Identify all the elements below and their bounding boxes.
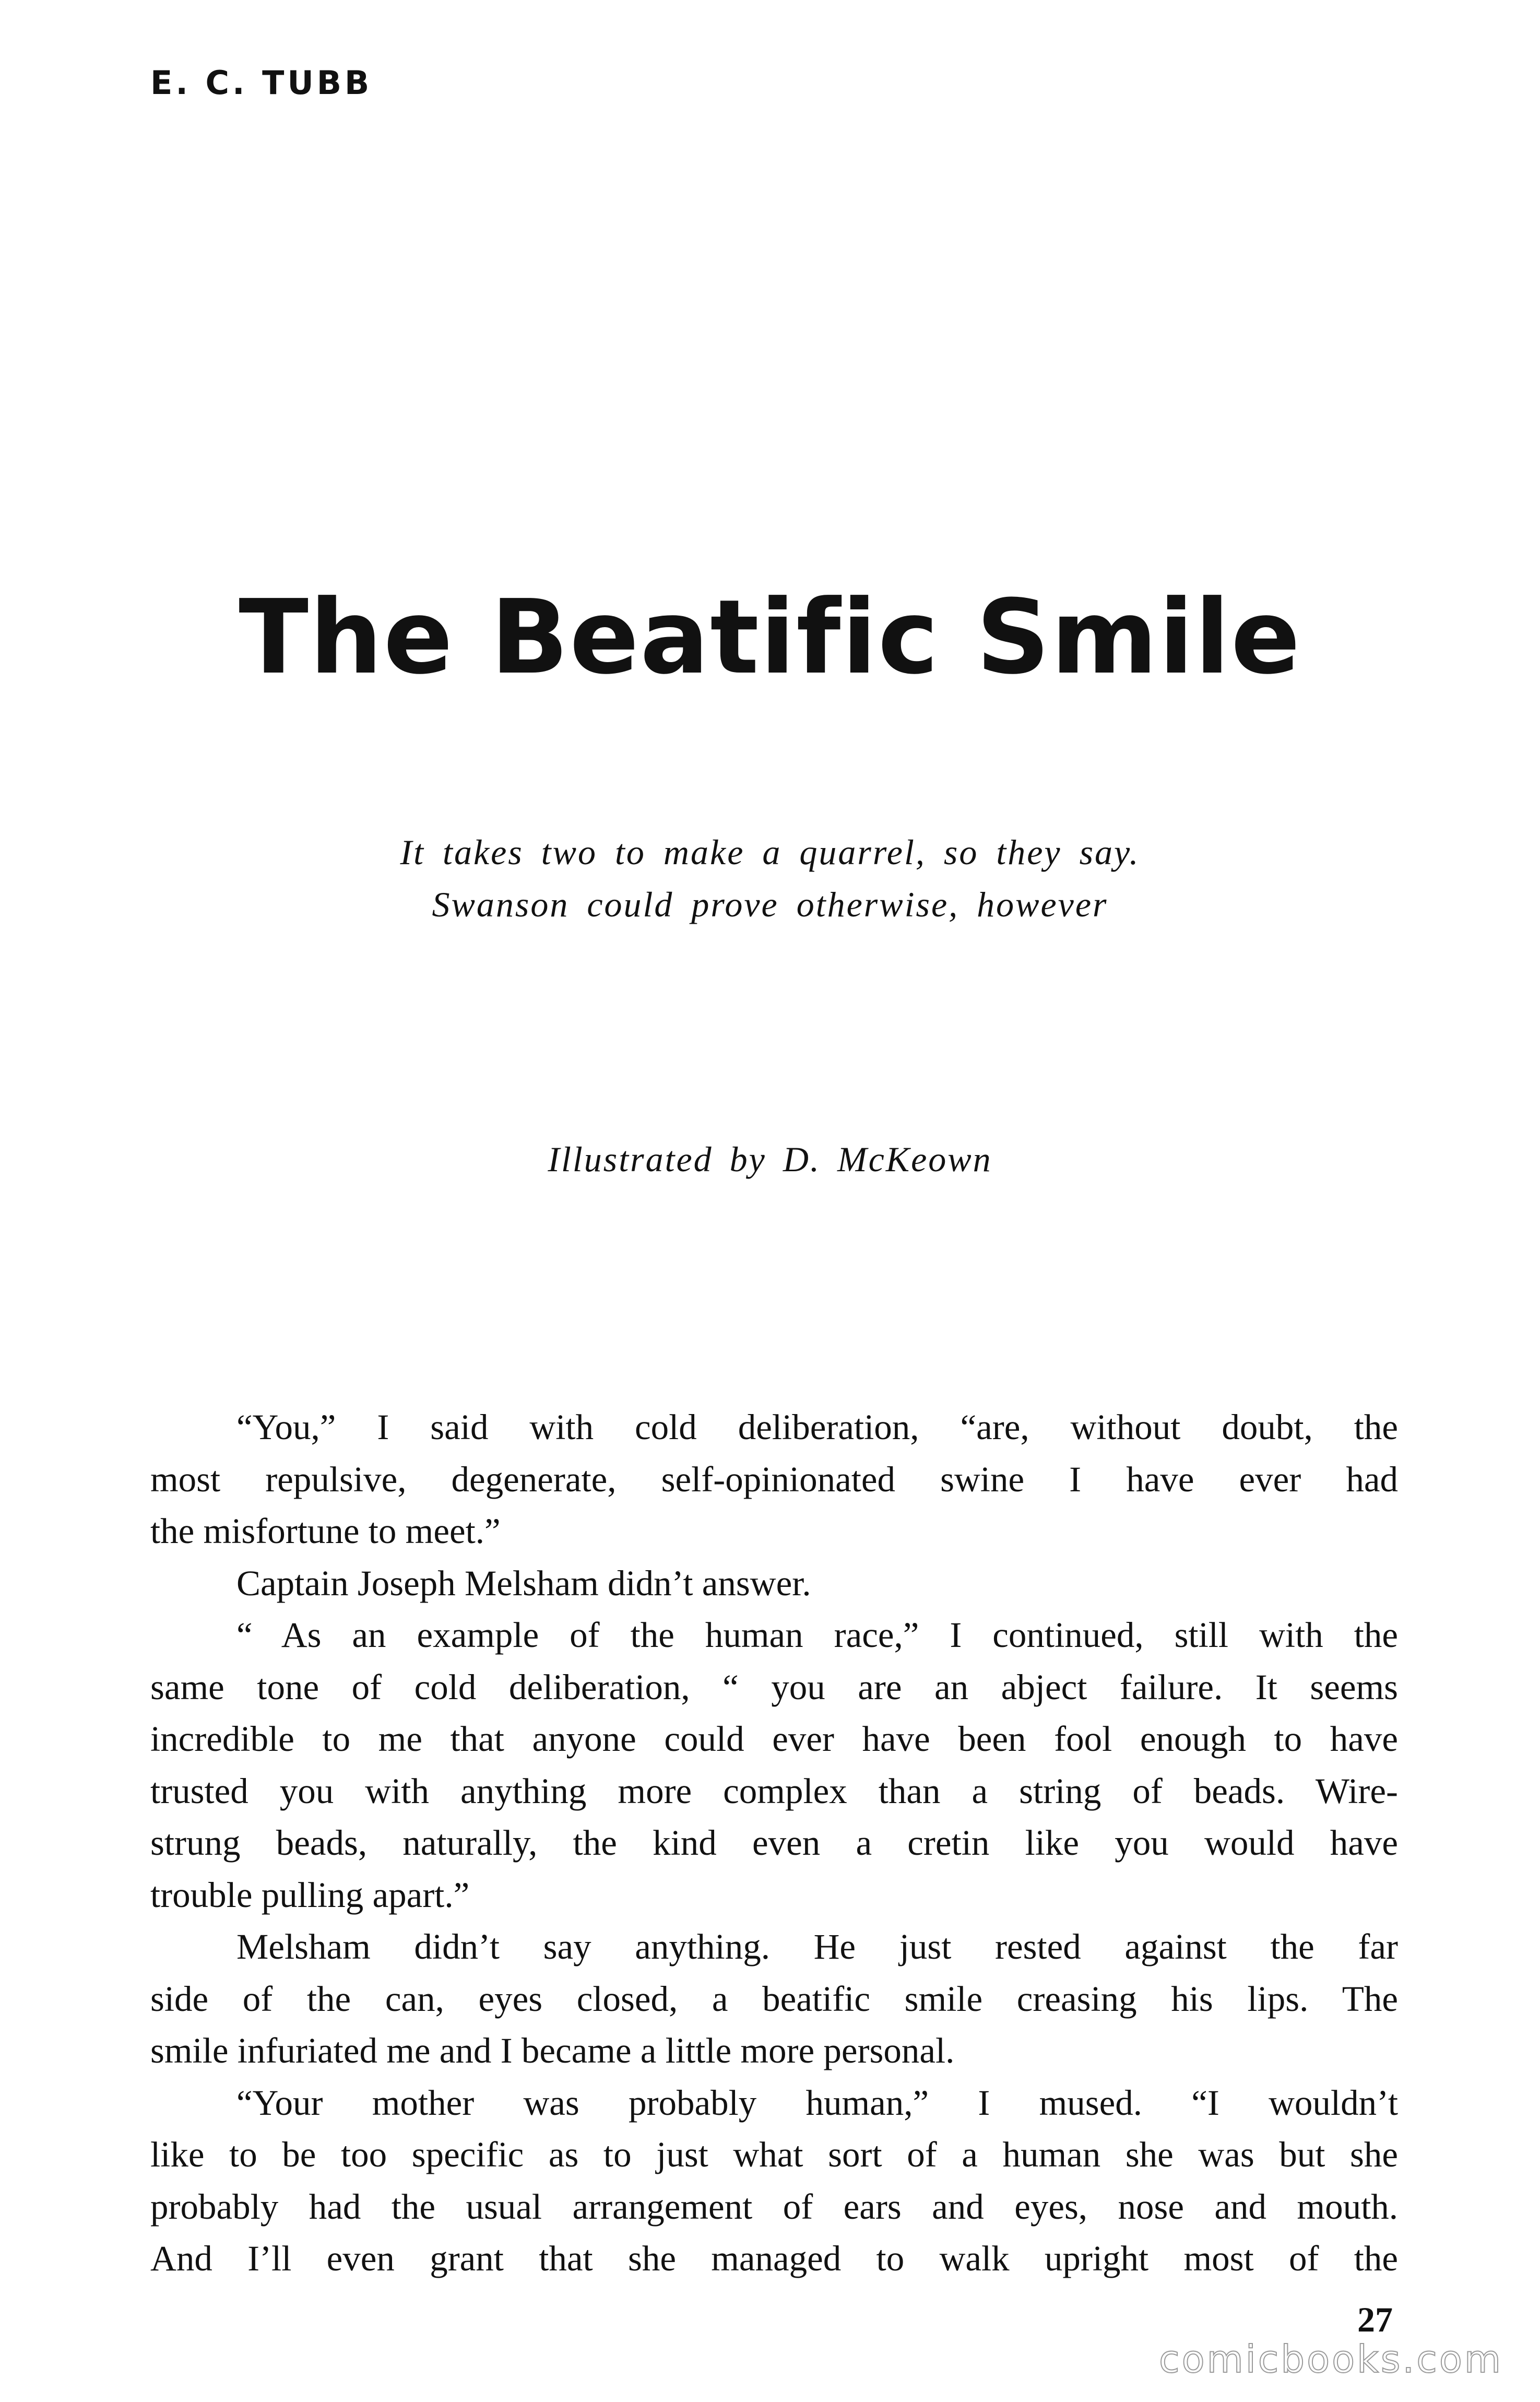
text-line: side of the can, eyes closed, a beatific smile creasing his lips. The — [150, 1979, 1398, 2019]
text-line: most repulsive, degenerate, self-opinionated swine I have ever had — [150, 1459, 1398, 1499]
text-line: And I’ll even grant that she managed to walk upright most of the — [150, 2239, 1398, 2278]
text-line: the misfortune to meet.” — [150, 1511, 501, 1551]
illustrator-credit: Illustrated by D. McKeown — [548, 1139, 992, 1179]
text-line: trouble pulling apart.” — [150, 1875, 470, 1915]
watermark-logo: comicbooks.com — [1159, 2337, 1503, 2381]
text-line: “ As an example of the human race,” I continued, still with the — [236, 1615, 1398, 1655]
story-blurb — [0, 826, 1540, 931]
story-body — [150, 1402, 1398, 2285]
page-number: 27 — [1357, 2300, 1393, 2339]
text-line: same tone of cold deliberation, “ you are an abject failure. It seems — [150, 1667, 1398, 1707]
text-line: strung beads, naturally, the kind even a cretin like you would have — [150, 1823, 1398, 1863]
text-line: Captain Joseph Melsham didn’t answer. — [236, 1563, 811, 1603]
text-line: “Your mother was probably human,” I mused. “I wouldn’t — [236, 2082, 1398, 2123]
blurb-line: Swanson could prove otherwise, however — [432, 885, 1108, 924]
text-line: like to be too specific as to just what sort of a human she was but she — [150, 2135, 1398, 2174]
blurb-line: It takes two to make a quarrel, so they say. — [400, 832, 1140, 872]
text-line: Melsham didn’t say anything. He just rested against the far — [236, 1927, 1398, 1967]
text-line: probably had the usual arrangement of ears and eyes, nose and mouth. — [150, 2186, 1398, 2227]
text-line: “You,” I said with cold deliberation, “are, without doubt, the — [236, 1407, 1398, 1447]
story-title: The Beatific Smile — [239, 578, 1301, 698]
author-name: E. C. TUBB — [150, 64, 373, 102]
text-line: trusted you with anything more complex than a string of beads. Wire- — [150, 1771, 1398, 1811]
text-line: smile infuriated me and I became a little more personal. — [150, 2031, 955, 2070]
text-line: incredible to me that anyone could ever have been fool enough to have — [150, 1719, 1398, 1759]
